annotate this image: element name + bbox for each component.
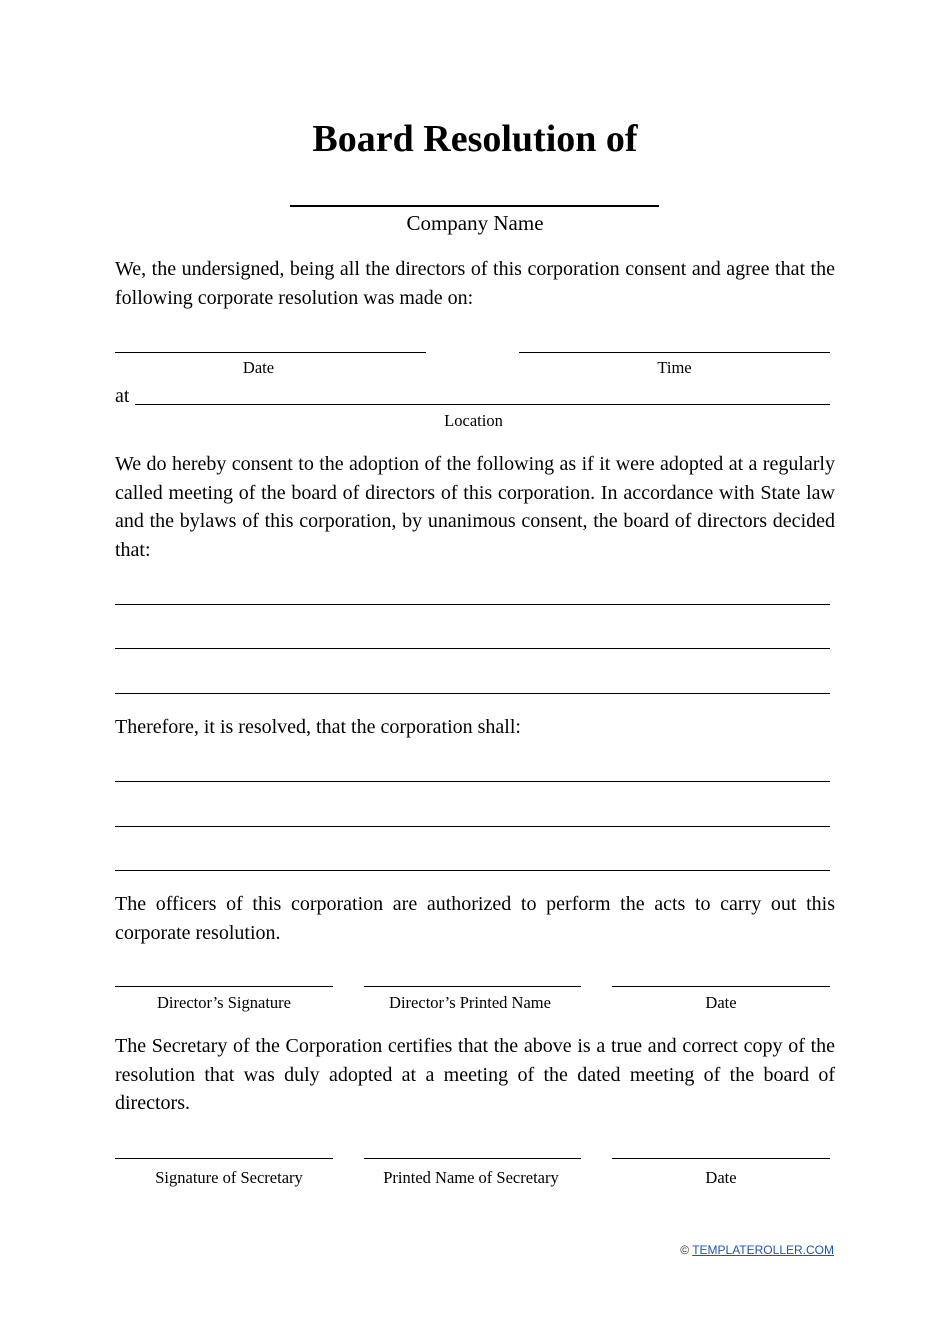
- decision-line-2[interactable]: [115, 648, 830, 649]
- secretary-paragraph: The Secretary of the Corporation certifies that the above is a true and correct copy of the resolution that was duly adopted at a meeting of the dated meeting of the board of directors.: [115, 1035, 835, 1114]
- director-date-label: Date: [705, 993, 737, 1012]
- resolution-line-3[interactable]: [115, 870, 830, 871]
- resolution-line-1[interactable]: [115, 781, 830, 782]
- templateroller-link[interactable]: TEMPLATEROLLER.COM: [692, 1243, 834, 1257]
- secretary-date-line[interactable]: [612, 1158, 830, 1159]
- secretary-date-label: Date: [705, 1168, 737, 1187]
- date-label: Date: [242, 358, 275, 377]
- officers-paragraph: The officers of this corporation are authorized to perform the acts to carry out this corporate resolution.: [115, 893, 835, 944]
- director-date-line[interactable]: [612, 986, 830, 987]
- director-signature-line[interactable]: [115, 986, 333, 987]
- director-signature-label: Director’s Signature: [157, 993, 291, 1012]
- secretary-signature-label: Signature of Secretary: [155, 1168, 303, 1187]
- decision-line-1[interactable]: [115, 604, 830, 605]
- decision-line-3[interactable]: [115, 693, 830, 694]
- copyright-symbol: ©: [680, 1243, 690, 1257]
- company-name-label: Company Name: [406, 211, 544, 235]
- resolution-line-2[interactable]: [115, 826, 830, 827]
- secretary-printed-name-label: Printed Name of Secretary: [383, 1168, 559, 1187]
- footer-credit: [680, 1242, 834, 1258]
- document-title: Board Resolution of: [312, 118, 638, 160]
- company-name-field-line[interactable]: [290, 205, 659, 207]
- location-label: Location: [444, 411, 503, 430]
- date-field-line[interactable]: [115, 352, 426, 353]
- location-field-line[interactable]: [135, 404, 830, 405]
- secretary-signature-line[interactable]: [115, 1158, 333, 1159]
- intro-paragraph: We, the undersigned, being all the directors of this corporation consent and agree that the following corporate resolution was made on:: [115, 258, 835, 309]
- consent-paragraph: We do hereby consent to the adoption of the following as if it were adopted at a regularly called meeting of the board of directors of this corporation. In accordance with State law and the bylaws of this corporation, by unanimous consent, the board of directors decided that:: [115, 453, 835, 561]
- time-field-line[interactable]: [519, 352, 830, 353]
- time-label: Time: [657, 358, 692, 377]
- secretary-printed-name-line[interactable]: [364, 1158, 581, 1159]
- director-printed-name-label: Director’s Printed Name: [389, 993, 551, 1012]
- at-label: at: [115, 385, 130, 407]
- director-printed-name-line[interactable]: [364, 986, 581, 987]
- resolved-paragraph: Therefore, it is resolved, that the corporation shall:: [115, 716, 521, 738]
